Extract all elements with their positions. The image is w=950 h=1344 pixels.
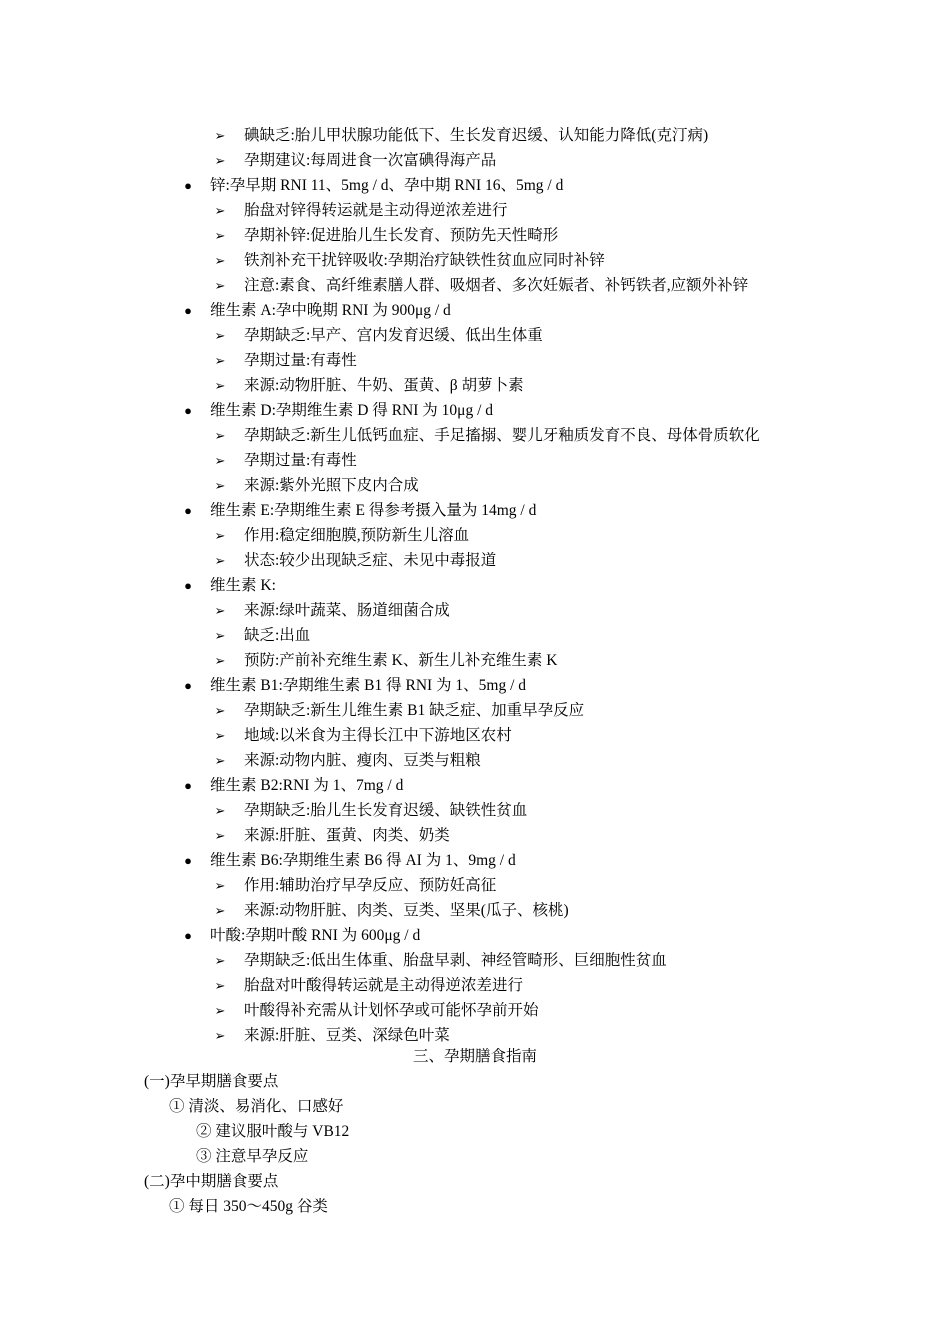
arrow-bullet-icon: ➢ — [214, 203, 226, 218]
item-text: 孕期建议:每周进食一次富碘得海产品 — [244, 152, 497, 169]
item-text: 来源:动物肝脏、牛奶、蛋黄、β 胡萝卜素 — [244, 377, 524, 394]
list-item: ① 清淡、易消化、口感好 — [169, 1098, 344, 1115]
bullet-icon: ● — [184, 678, 192, 693]
item-text: 来源:动物肝脏、肉类、豆类、坚果(瓜子、核桃) — [244, 902, 569, 919]
item-text: 孕期缺乏:新生儿维生素 B1 缺乏症、加重早孕反应 — [244, 702, 585, 719]
section-title-early: (一)孕早期膳食要点 — [144, 1073, 279, 1090]
item-text: 来源:肝脏、蛋黄、肉类、奶类 — [244, 827, 450, 844]
bullet-icon: ● — [184, 853, 192, 868]
item-text: 维生素 K: — [210, 577, 276, 594]
item-text: 孕期缺乏:早产、宫内发育迟缓、低出生体重 — [244, 327, 543, 344]
item-text: 维生素 D:孕期维生素 D 得 RNI 为 10μg / d — [210, 402, 494, 419]
item-text: 孕期缺乏:胎儿生长发育迟缓、缺铁性贫血 — [244, 802, 528, 819]
item-text: 地域:以米食为主得长江中下游地区农村 — [244, 727, 512, 744]
bullet-icon: ● — [184, 303, 192, 318]
bullet-icon: ● — [184, 403, 192, 418]
item-text: 来源:绿叶蔬菜、肠道细菌合成 — [244, 602, 450, 619]
item-text: 注意:素食、高纤维素膳人群、吸烟者、多次妊娠者、补钙铁者,应额外补锌 — [244, 277, 749, 294]
list-item: ① 每日 350～450g 谷类 — [169, 1198, 328, 1215]
item-text: 胎盘对叶酸得转运就是主动得逆浓差进行 — [244, 977, 524, 994]
item-text: 孕期补锌:促进胎儿生长发育、预防先天性畸形 — [244, 227, 559, 244]
item-text: 孕期缺乏:新生儿低钙血症、手足搐搦、婴儿牙釉质发育不良、母体骨质软化 — [244, 427, 760, 444]
arrow-bullet-icon: ➢ — [214, 228, 226, 243]
arrow-bullet-icon: ➢ — [214, 753, 226, 768]
item-text: 作用:稳定细胞膜,预防新生儿溶血 — [244, 527, 470, 544]
item-text: 维生素 B2:RNI 为 1、7mg / d — [210, 777, 404, 794]
arrow-bullet-icon: ➢ — [214, 653, 226, 668]
item-text: 铁剂补充干扰锌吸收:孕期治疗缺铁性贫血应同时补锌 — [244, 252, 605, 269]
arrow-bullet-icon: ➢ — [214, 1028, 226, 1043]
bullet-icon: ● — [184, 178, 192, 193]
arrow-bullet-icon: ➢ — [214, 803, 226, 818]
arrow-bullet-icon: ➢ — [214, 453, 226, 468]
item-text: 孕期缺乏:低出生体重、胎盘早剥、神经管畸形、巨细胞性贫血 — [244, 952, 667, 969]
arrow-bullet-icon: ➢ — [214, 628, 226, 643]
bullet-icon: ● — [184, 578, 192, 593]
arrow-bullet-icon: ➢ — [214, 603, 226, 618]
arrow-bullet-icon: ➢ — [214, 728, 226, 743]
arrow-bullet-icon: ➢ — [214, 478, 226, 493]
arrow-bullet-icon: ➢ — [214, 353, 226, 368]
item-text: 维生素 B6:孕期维生素 B6 得 AI 为 1、9mg / d — [210, 852, 516, 869]
item-text: 缺乏:出血 — [244, 627, 311, 644]
arrow-bullet-icon: ➢ — [214, 428, 226, 443]
arrow-bullet-icon: ➢ — [214, 153, 226, 168]
arrow-bullet-icon: ➢ — [214, 1003, 226, 1018]
arrow-bullet-icon: ➢ — [214, 328, 226, 343]
arrow-bullet-icon: ➢ — [214, 553, 226, 568]
item-text: 来源:肝脏、豆类、深绿色叶菜 — [244, 1027, 450, 1044]
item-text: 碘缺乏:胎儿甲状腺功能低下、生长发育迟缓、认知能力降低(克汀病) — [244, 127, 709, 144]
bullet-icon: ● — [184, 503, 192, 518]
arrow-bullet-icon: ➢ — [214, 903, 226, 918]
item-text: 来源:动物内脏、瘦肉、豆类与粗粮 — [244, 752, 481, 769]
item-text: 孕期过量:有毒性 — [244, 452, 357, 469]
arrow-bullet-icon: ➢ — [214, 278, 226, 293]
list-item: ② 建议服叶酸与 VB12 — [196, 1123, 350, 1140]
section-heading: 三、孕期膳食指南 — [412, 1048, 537, 1065]
item-text: 叶酸得补充需从计划怀孕或可能怀孕前开始 — [244, 1002, 539, 1019]
item-text: 来源:紫外光照下皮内合成 — [244, 477, 419, 494]
arrow-bullet-icon: ➢ — [214, 828, 226, 843]
item-text: 叶酸:孕期叶酸 RNI 为 600μg / d — [210, 927, 421, 944]
bullet-icon: ● — [184, 778, 192, 793]
item-text: 状态:较少出现缺乏症、未见中毒报道 — [244, 552, 497, 569]
item-text: 维生素 B1:孕期维生素 B1 得 RNI 为 1、5mg / d — [210, 677, 527, 694]
arrow-bullet-icon: ➢ — [214, 953, 226, 968]
arrow-bullet-icon: ➢ — [214, 878, 226, 893]
item-text: 预防:产前补充维生素 K、新生儿补充维生素 K — [244, 652, 558, 669]
list-item: ③ 注意早孕反应 — [196, 1148, 309, 1165]
section-title-mid: (二)孕中期膳食要点 — [144, 1173, 279, 1190]
arrow-bullet-icon: ➢ — [214, 703, 226, 718]
arrow-bullet-icon: ➢ — [214, 378, 226, 393]
bullet-icon: ● — [184, 928, 192, 943]
arrow-bullet-icon: ➢ — [214, 978, 226, 993]
item-text: 锌:孕早期 RNI 11、5mg / d、孕中期 RNI 16、5mg / d — [210, 177, 564, 194]
item-text: 维生素 E:孕期维生素 E 得参考摄入量为 14mg / d — [210, 502, 537, 519]
item-text: 作用:辅助治疗早孕反应、预防妊高征 — [244, 877, 497, 894]
item-text: 胎盘对锌得转运就是主动得逆浓差进行 — [244, 202, 508, 219]
arrow-bullet-icon: ➢ — [214, 253, 226, 268]
item-text: 孕期过量:有毒性 — [244, 352, 357, 369]
item-text: 维生素 A:孕中晚期 RNI 为 900μg / d — [210, 302, 451, 319]
arrow-bullet-icon: ➢ — [214, 528, 226, 543]
arrow-bullet-icon: ➢ — [214, 128, 226, 143]
